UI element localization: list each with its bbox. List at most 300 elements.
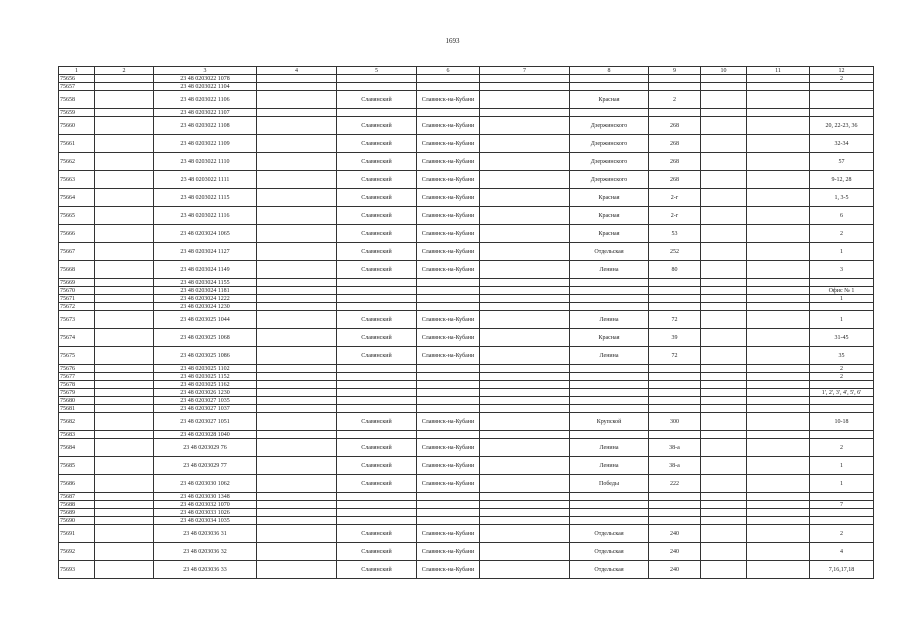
table-cell [747, 207, 810, 225]
table-cell [417, 509, 480, 517]
row-number-cell: 75667 [59, 243, 95, 261]
table-cell: 23 48 0203027 1035 [154, 397, 257, 405]
table-cell [570, 279, 649, 287]
row-number-cell: 75672 [59, 303, 95, 311]
table-cell [257, 329, 337, 347]
table-cell [701, 279, 747, 287]
table-cell: Дзержинского [570, 153, 649, 171]
table-row [59, 457, 874, 475]
table-cell [257, 373, 337, 381]
table-cell: 23 48 0203036 33 [154, 561, 257, 579]
table-cell [257, 347, 337, 365]
table-cell [570, 373, 649, 381]
table-cell: 23 48 0203034 1035 [154, 517, 257, 525]
table-cell: Славянск-на-Кубани [417, 207, 480, 225]
table-cell [747, 561, 810, 579]
table-cell [649, 295, 701, 303]
table-cell [570, 509, 649, 517]
row-number-cell: 75662 [59, 153, 95, 171]
table-cell: Славянский [337, 243, 417, 261]
table-cell [649, 279, 701, 287]
table-cell [570, 493, 649, 501]
table-cell [649, 405, 701, 413]
table-cell: 23 48 0203024 1181 [154, 287, 257, 295]
table-cell [570, 365, 649, 373]
table-cell: 23 48 0203022 1108 [154, 117, 257, 135]
table-cell [417, 517, 480, 525]
table-cell: Славянск-на-Кубани [417, 457, 480, 475]
table-cell [747, 287, 810, 295]
table-cell [95, 561, 154, 579]
table-cell [649, 83, 701, 91]
table-cell [95, 83, 154, 91]
table-cell: 2-г [649, 189, 701, 207]
table-cell: 23 48 0203022 1116 [154, 207, 257, 225]
table-cell: Красная [570, 329, 649, 347]
table-cell: 2 [810, 75, 874, 83]
table-cell [747, 475, 810, 493]
table-cell: Славянск-на-Кубани [417, 189, 480, 207]
table-cell [701, 225, 747, 243]
table-cell [747, 373, 810, 381]
table-cell [570, 295, 649, 303]
table-cell [480, 83, 570, 91]
row-number-cell: 75687 [59, 493, 95, 501]
table-cell [417, 431, 480, 439]
table-cell: 23 48 0203024 1155 [154, 279, 257, 287]
table-cell [810, 493, 874, 501]
table-cell [747, 381, 810, 389]
table-cell: 23 48 0203022 1111 [154, 171, 257, 189]
table-cell: 23 48 0203022 1107 [154, 109, 257, 117]
table-row [59, 311, 874, 329]
table-cell [337, 517, 417, 525]
table-cell [570, 389, 649, 397]
row-number-cell: 75671 [59, 295, 95, 303]
column-header: 11 [747, 67, 810, 75]
table-cell [257, 279, 337, 287]
table-cell: 2-г [649, 207, 701, 225]
table-cell [480, 397, 570, 405]
table-cell [95, 303, 154, 311]
table-cell [570, 381, 649, 389]
table-cell: 35 [810, 347, 874, 365]
table-cell: 20, 22-23, 36 [810, 117, 874, 135]
row-number-cell: 75657 [59, 83, 95, 91]
table-cell: Славянск-на-Кубани [417, 329, 480, 347]
table-cell: 2 [810, 373, 874, 381]
table-cell [701, 303, 747, 311]
table-cell: 31-45 [810, 329, 874, 347]
table-cell: 23 48 0203029 77 [154, 457, 257, 475]
table-cell: Отдельская [570, 243, 649, 261]
table-cell: 9-12, 28 [810, 171, 874, 189]
table-cell: 268 [649, 117, 701, 135]
table-cell [337, 431, 417, 439]
table-cell [480, 153, 570, 171]
header-row [59, 67, 874, 75]
table-cell [810, 279, 874, 287]
table-cell [747, 431, 810, 439]
table-cell [701, 287, 747, 295]
table-cell [337, 109, 417, 117]
table-row [59, 561, 874, 579]
table-row [59, 543, 874, 561]
table-cell [570, 397, 649, 405]
table-cell: 1 [810, 311, 874, 329]
table-cell: 72 [649, 347, 701, 365]
table-cell [480, 207, 570, 225]
row-number-cell: 75661 [59, 135, 95, 153]
table-row [59, 389, 874, 397]
table-cell: Славянский [337, 329, 417, 347]
table-cell: 23 48 0203022 1106 [154, 91, 257, 109]
table-cell: 268 [649, 135, 701, 153]
table-row [59, 439, 874, 457]
table-cell [747, 295, 810, 303]
column-header: 4 [257, 67, 337, 75]
table-cell [480, 243, 570, 261]
table-cell [257, 405, 337, 413]
row-number-cell: 75656 [59, 75, 95, 83]
table-cell [480, 381, 570, 389]
table-cell [480, 543, 570, 561]
table-cell: Ленина [570, 261, 649, 279]
table-cell [95, 457, 154, 475]
table-cell [747, 493, 810, 501]
table-cell: 23 48 0203022 1110 [154, 153, 257, 171]
table-cell: 38-а [649, 457, 701, 475]
row-number-cell: 75685 [59, 457, 95, 475]
table-cell: 23 48 0203024 1149 [154, 261, 257, 279]
table-cell: 23 48 0203025 1152 [154, 373, 257, 381]
table-cell: 23 48 0203022 1115 [154, 189, 257, 207]
table-cell [747, 457, 810, 475]
table-cell [417, 365, 480, 373]
table-cell [570, 109, 649, 117]
table-cell: 38-а [649, 439, 701, 457]
table-cell: Славянск-на-Кубани [417, 475, 480, 493]
table-cell: 240 [649, 561, 701, 579]
table-row [59, 91, 874, 109]
table-cell [417, 373, 480, 381]
table-cell: Отдельская [570, 525, 649, 543]
table-cell [417, 295, 480, 303]
table-cell [747, 365, 810, 373]
row-number-cell: 75673 [59, 311, 95, 329]
table-cell [480, 295, 570, 303]
table-cell [747, 279, 810, 287]
table-cell: Славянский [337, 153, 417, 171]
table-cell [810, 109, 874, 117]
table-cell [701, 381, 747, 389]
table-cell: 23 48 0203027 1037 [154, 405, 257, 413]
table-cell [95, 311, 154, 329]
table-cell: Славянский [337, 311, 417, 329]
table-cell: Славянский [337, 225, 417, 243]
table-cell: 23 48 0203025 1068 [154, 329, 257, 347]
table-cell [95, 501, 154, 509]
table-cell [701, 525, 747, 543]
table-row [59, 171, 874, 189]
table-cell [810, 509, 874, 517]
table-cell: 2 [649, 91, 701, 109]
table-row [59, 303, 874, 311]
table-cell [701, 91, 747, 109]
table-cell [480, 171, 570, 189]
row-number-cell: 75679 [59, 389, 95, 397]
row-number-cell: 75682 [59, 413, 95, 431]
table-row [59, 373, 874, 381]
table-cell [257, 431, 337, 439]
table-cell [810, 381, 874, 389]
table-cell [747, 517, 810, 525]
table-cell: 53 [649, 225, 701, 243]
page-number: 1693 [445, 37, 460, 45]
table-cell [747, 509, 810, 517]
table-cell [95, 543, 154, 561]
table-cell [337, 373, 417, 381]
table-cell: 23 48 0203025 1162 [154, 381, 257, 389]
table-cell [747, 153, 810, 171]
table-cell: Славянский [337, 117, 417, 135]
table-cell [480, 287, 570, 295]
table-cell [257, 397, 337, 405]
table-cell [810, 91, 874, 109]
column-header: 8 [570, 67, 649, 75]
table-cell: 240 [649, 525, 701, 543]
table-row [59, 381, 874, 389]
table-cell [417, 405, 480, 413]
table-cell: 23 48 0203022 1109 [154, 135, 257, 153]
table-cell: Ленина [570, 311, 649, 329]
table-cell [747, 171, 810, 189]
row-number-cell: 75666 [59, 225, 95, 243]
table-cell [570, 431, 649, 439]
table-cell [747, 329, 810, 347]
table-cell [257, 303, 337, 311]
table-cell: Славянский [337, 561, 417, 579]
table-cell [701, 117, 747, 135]
table-cell [417, 493, 480, 501]
table-cell [337, 389, 417, 397]
table-cell: 4 [810, 543, 874, 561]
table-cell: Славянск-на-Кубани [417, 439, 480, 457]
table-cell [701, 543, 747, 561]
table-cell [417, 75, 480, 83]
table-cell [480, 517, 570, 525]
table-cell [649, 287, 701, 295]
table-cell [337, 287, 417, 295]
table-cell [747, 303, 810, 311]
table-cell: Отдельская [570, 561, 649, 579]
table-row [59, 413, 874, 431]
row-number-cell: 75663 [59, 171, 95, 189]
table-cell [747, 347, 810, 365]
table-cell: 32-34 [810, 135, 874, 153]
table-cell [701, 135, 747, 153]
table-row [59, 279, 874, 287]
table-cell [701, 397, 747, 405]
table-cell [337, 75, 417, 83]
table-cell [480, 109, 570, 117]
table-cell [95, 525, 154, 543]
table-cell: 268 [649, 153, 701, 171]
table-cell [480, 329, 570, 347]
table-cell [701, 493, 747, 501]
row-number-cell: 75668 [59, 261, 95, 279]
table-cell: 2 [810, 225, 874, 243]
column-header: 7 [480, 67, 570, 75]
table-cell: Славянский [337, 135, 417, 153]
table-cell [417, 83, 480, 91]
table-cell [747, 413, 810, 431]
table-cell [95, 261, 154, 279]
table-cell [95, 397, 154, 405]
table-cell [95, 189, 154, 207]
table-row [59, 243, 874, 261]
row-number-cell: 75684 [59, 439, 95, 457]
table-cell: 2 [810, 365, 874, 373]
table-cell [257, 135, 337, 153]
table-cell [747, 109, 810, 117]
table-cell: Славянский [337, 439, 417, 457]
table-cell [257, 365, 337, 373]
table-row [59, 83, 874, 91]
table-cell [257, 225, 337, 243]
table-row [59, 493, 874, 501]
table-cell: Дзержинского [570, 135, 649, 153]
table-cell [480, 303, 570, 311]
table-row [59, 295, 874, 303]
table-cell [257, 457, 337, 475]
table-cell [701, 75, 747, 83]
table-cell: 23 48 0203025 1044 [154, 311, 257, 329]
table-cell [747, 189, 810, 207]
table-cell [95, 329, 154, 347]
table-cell [257, 83, 337, 91]
table-cell: 222 [649, 475, 701, 493]
table-cell [747, 91, 810, 109]
table-cell: Славянский [337, 91, 417, 109]
table-row [59, 135, 874, 153]
table-cell [257, 117, 337, 135]
table-cell: Славянск-на-Кубани [417, 413, 480, 431]
table-cell [95, 405, 154, 413]
table-cell [257, 389, 337, 397]
table-cell [480, 261, 570, 279]
table-cell [649, 389, 701, 397]
table-cell [747, 135, 810, 153]
table-cell [480, 225, 570, 243]
table-cell: 23 48 0203025 1086 [154, 347, 257, 365]
table-cell: Славянск-на-Кубани [417, 261, 480, 279]
column-header: 1 [59, 67, 95, 75]
table-cell [257, 75, 337, 83]
row-number-cell: 75676 [59, 365, 95, 373]
table-cell [480, 311, 570, 329]
table-cell [701, 501, 747, 509]
table-cell: Дзержинского [570, 171, 649, 189]
table-cell: Крупской [570, 413, 649, 431]
table-cell: 1', 2', 3', 4', 5', 6' [810, 389, 874, 397]
table-cell [480, 389, 570, 397]
table-row [59, 329, 874, 347]
table-cell: Славянский [337, 207, 417, 225]
table-cell [337, 365, 417, 373]
table-cell: 1 [810, 457, 874, 475]
table-cell [701, 189, 747, 207]
table-cell: 23 48 0203028 1040 [154, 431, 257, 439]
table-cell [95, 117, 154, 135]
table-cell [570, 517, 649, 525]
table-cell [480, 509, 570, 517]
table-cell: Красная [570, 225, 649, 243]
table-cell: 300 [649, 413, 701, 431]
table-cell [95, 493, 154, 501]
table-cell [747, 501, 810, 509]
row-number-cell: 75690 [59, 517, 95, 525]
table-cell [701, 347, 747, 365]
table-cell: 6 [810, 207, 874, 225]
registry-table [58, 66, 874, 579]
table-cell: 1 [810, 295, 874, 303]
table-cell [480, 117, 570, 135]
table-cell [257, 517, 337, 525]
table-cell [257, 525, 337, 543]
table-cell: 23 48 0203022 1104 [154, 83, 257, 91]
table-cell [95, 413, 154, 431]
row-number-cell: 75677 [59, 373, 95, 381]
table-cell [417, 279, 480, 287]
row-number-cell: 75683 [59, 431, 95, 439]
table-cell: 23 48 0203033 1026 [154, 509, 257, 517]
table-cell: Отдельская [570, 543, 649, 561]
table-cell [417, 501, 480, 509]
table-cell [95, 243, 154, 261]
table-cell: 23 48 0203026 1230 [154, 389, 257, 397]
table-cell [747, 397, 810, 405]
table-cell [747, 543, 810, 561]
table-cell: 3 [810, 261, 874, 279]
table-cell: 1 [810, 243, 874, 261]
table-cell [701, 295, 747, 303]
table-row [59, 347, 874, 365]
table-cell: Дзержинского [570, 117, 649, 135]
table-cell [257, 509, 337, 517]
row-number-cell: 75658 [59, 91, 95, 109]
table-cell [747, 243, 810, 261]
table-cell [95, 295, 154, 303]
table-cell [257, 543, 337, 561]
table-cell [337, 501, 417, 509]
table-cell [257, 295, 337, 303]
table-cell [95, 75, 154, 83]
table-cell [701, 405, 747, 413]
table-cell [810, 517, 874, 525]
table-cell: 23 48 0203027 1051 [154, 413, 257, 431]
table-cell: 23 48 0203036 31 [154, 525, 257, 543]
table-cell [417, 397, 480, 405]
table-cell: 23 48 0203024 1065 [154, 225, 257, 243]
table-cell: 23 48 0203030 1062 [154, 475, 257, 493]
table-cell: 10-18 [810, 413, 874, 431]
table-cell: Славянск-на-Кубани [417, 153, 480, 171]
table-row [59, 153, 874, 171]
table-cell [480, 135, 570, 153]
table-cell [747, 439, 810, 457]
table-cell: Славянск-на-Кубани [417, 311, 480, 329]
